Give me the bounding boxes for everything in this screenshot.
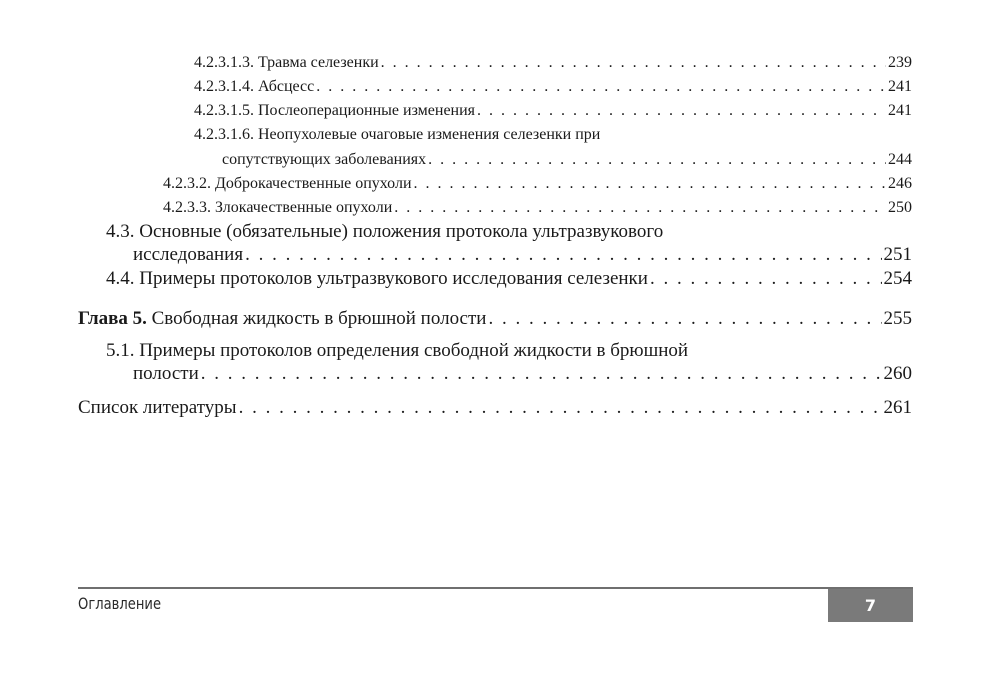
toc-entry-title: 4.4. Примеры протоколов ультразвукового исследования селезенки <box>106 268 648 289</box>
toc-page-number: 261 <box>883 397 912 418</box>
toc-entry[interactable] <box>194 54 912 72</box>
toc-leader-dots <box>239 397 882 419</box>
toc-entry[interactable] <box>194 78 912 96</box>
toc-entry-title: 4.2.3.1.5. Послеоперационные изменения <box>194 102 476 119</box>
toc-entry-title-line1[interactable]: 5.1. Примеры протоколов определения свободной жидкости в брюшной <box>106 340 689 361</box>
toc-entry[interactable] <box>78 397 912 419</box>
toc-entry[interactable] <box>222 151 912 169</box>
toc-entry[interactable] <box>133 363 912 385</box>
toc-entry-title: 4.2.3.3. Злокачественные опухоли <box>163 199 393 216</box>
toc-entry-title: 4.2.3.1.3. Травма селезенки <box>194 54 379 71</box>
toc-leader-dots <box>381 54 886 72</box>
toc-leader-dots <box>650 268 882 290</box>
footer-section-label: Оглавление <box>78 594 162 613</box>
toc-page-number: 255 <box>883 308 912 329</box>
footer-divider <box>78 587 913 589</box>
toc-entry[interactable] <box>106 268 912 290</box>
toc-entry-title: 4.2.3.1.4. Абсцесс <box>194 78 315 95</box>
toc-page-number: 239 <box>888 54 912 71</box>
toc-entry-title: 4.2.3.2. Доброкачественные опухоли <box>163 175 412 192</box>
toc-entry-title-line2: исследования <box>133 244 244 265</box>
toc-leader-dots <box>488 308 881 330</box>
chapter-number: Глава 5. <box>78 308 147 329</box>
toc-page-number: 260 <box>883 363 912 384</box>
toc-page-number: 241 <box>888 78 912 95</box>
toc-entry-title-line2: сопутствующих заболеваниях <box>222 151 427 168</box>
toc-entry[interactable] <box>163 199 912 217</box>
toc-page-number: 246 <box>888 175 912 192</box>
toc-page-number: 254 <box>883 268 912 289</box>
toc-entry[interactable] <box>133 244 912 266</box>
toc-entry-title: Свободная жидкость в брюшной полости <box>151 308 487 329</box>
toc-leader-dots <box>414 175 886 193</box>
toc-leader-dots <box>477 102 886 120</box>
toc-page-number: 241 <box>888 102 912 119</box>
toc-entry-title-line1[interactable]: 4.2.3.1.6. Неопухолевые очаговые изменения селезенки при <box>194 126 601 143</box>
toc-leader-dots <box>394 199 886 217</box>
toc-entry-title-line1[interactable]: 4.3. Основные (обязательные) положения протокола ультразвукового <box>106 221 664 242</box>
toc-page-number: 244 <box>888 151 912 168</box>
toc-chapter-entry[interactable] <box>78 308 912 330</box>
toc-leader-dots <box>316 78 886 96</box>
toc-entry[interactable] <box>163 175 912 193</box>
page-number-badge: 7 <box>828 589 913 622</box>
toc-entry[interactable] <box>194 102 912 120</box>
toc-page-number: 250 <box>888 199 912 216</box>
toc-leader-dots <box>428 151 886 169</box>
toc-entry-title: Список литературы <box>78 397 237 418</box>
toc-entry-title-line2: полости <box>133 363 199 384</box>
toc-leader-dots <box>245 244 881 266</box>
toc-page-number: 251 <box>883 244 912 265</box>
toc-leader-dots <box>201 363 882 385</box>
